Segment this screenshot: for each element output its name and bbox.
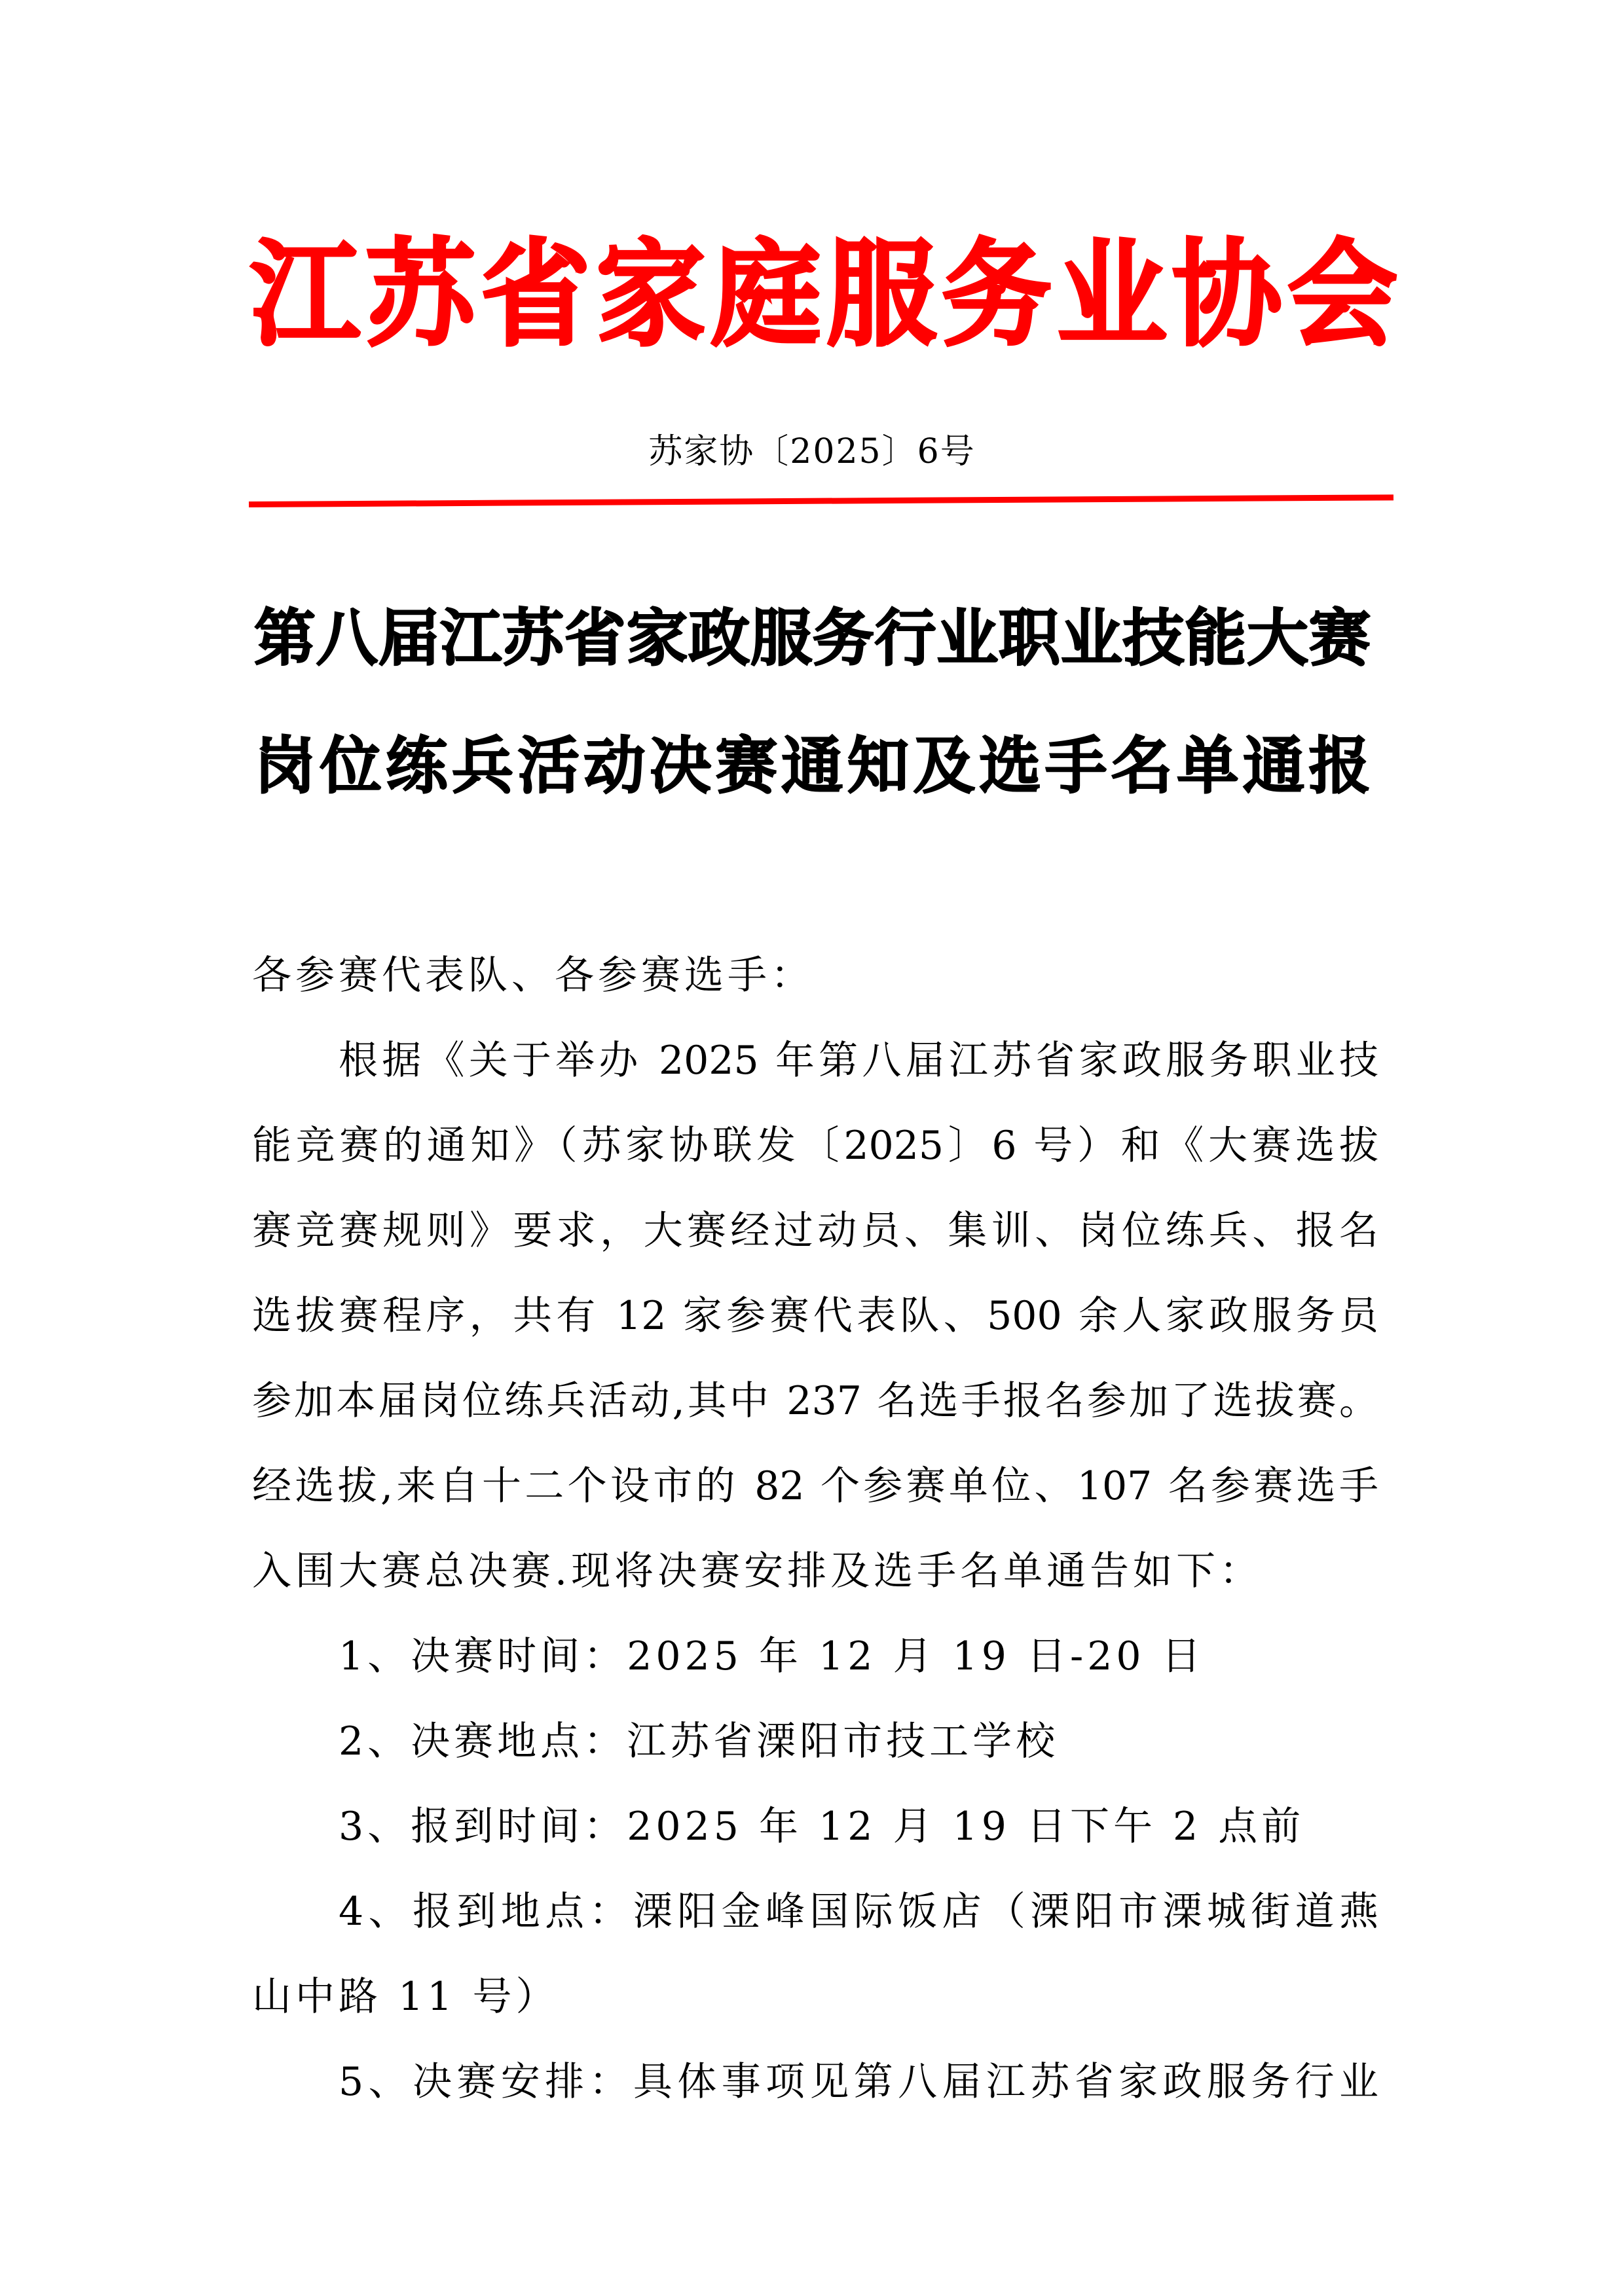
list-item-text	[339, 1784, 1378, 1869]
list-item-label: 5、决赛安排：	[339, 2059, 633, 2105]
letterhead-char: 江	[250, 227, 360, 362]
letterhead-char: 服	[826, 227, 936, 362]
list-item-checkin-time	[252, 1784, 1378, 1869]
title-char: 活	[517, 730, 580, 802]
list-item-text	[339, 1699, 1378, 1784]
title-char: 能	[1185, 602, 1247, 674]
list-item-checkin-venue	[252, 1869, 1378, 1954]
paragraph-line	[252, 1188, 1378, 1273]
title-char: 家	[626, 602, 688, 674]
title-char: 位	[320, 730, 382, 802]
list-item-value: 具体事项见第八届江苏省家政服务行业	[633, 2059, 1378, 2105]
title-char: 手	[1045, 730, 1107, 802]
title-char: 政	[688, 602, 750, 674]
list-item-label: 4、报到地点：	[339, 1889, 633, 1935]
list-item-continuation	[252, 1954, 1378, 2039]
letterhead-char: 务	[942, 227, 1052, 362]
title-char: 苏	[502, 602, 564, 674]
letterhead-char: 业	[1057, 227, 1167, 362]
list-item-final-venue	[252, 1699, 1378, 1784]
list-item-label: 1、决赛时间：	[339, 1633, 627, 1679]
paragraph-text: 选拔赛程序，共有 12 家参赛代表队、500 余人家政服务员	[252, 1293, 1378, 1339]
title-char: 服	[750, 602, 813, 674]
letterhead-char: 协	[1172, 227, 1282, 362]
title-char: 第	[254, 602, 316, 674]
title-char: 名	[1111, 730, 1173, 802]
document-body	[252, 933, 1378, 2124]
title-char: 技	[1122, 602, 1185, 674]
list-item-text	[339, 1614, 1378, 1699]
paragraph-line	[252, 1529, 1378, 1614]
salutation	[252, 933, 1378, 1018]
letterhead-char: 苏	[365, 227, 475, 362]
title-char: 及	[913, 730, 975, 802]
title-char: 省	[564, 602, 626, 674]
paragraph-text: 经选拔,来自十二个设市的 82 个参赛单位、107 名参赛选手	[252, 1463, 1378, 1509]
paragraph-line	[252, 1273, 1378, 1358]
title-char: 通	[781, 730, 843, 802]
title-char: 行	[874, 602, 936, 674]
salutation-text: 各参赛代表队、各参赛选手：	[252, 953, 814, 998]
title-char: 报	[1308, 730, 1371, 802]
title-char: 岗	[254, 730, 316, 802]
title-char: 业	[1060, 602, 1122, 674]
title-char: 届	[378, 602, 440, 674]
title-char: 江	[440, 602, 502, 674]
title-char: 通	[1243, 730, 1305, 802]
paragraph-text: 赛竞赛规则》要求，大赛经过动员、集训、岗位练兵、报名	[252, 1208, 1378, 1254]
paragraph-text: 根据《关于举办 2025 年第八届江苏省家政服务职业技	[339, 1038, 1378, 1084]
paragraph-text: 参加本届岗位练兵活动,其中 237 名选手报名参加了选拔赛。	[252, 1378, 1378, 1424]
list-item-label: 3、报到时间：	[339, 1804, 627, 1850]
document-title-line-1	[254, 599, 1371, 678]
title-char: 知	[847, 730, 910, 802]
red-divider-line	[249, 494, 1393, 507]
letterhead-char: 省	[481, 227, 591, 362]
title-char: 务	[812, 602, 874, 674]
title-char: 大	[1247, 602, 1309, 674]
paragraph-text: 能竞赛的通知》（苏家协联发〔2025〕6 号）和《大赛选拔	[252, 1123, 1378, 1169]
list-item-value: 2025 年 12 月 19 日下午 2 点前	[627, 1804, 1305, 1850]
list-item-final-arrangement	[252, 2039, 1378, 2124]
list-item-text	[339, 1869, 1378, 1954]
document-number: 苏家协〔2025〕6号	[648, 432, 976, 471]
list-item-continuation-text: 山中路 11 号）	[252, 1974, 559, 2020]
organization-letterhead	[248, 226, 1397, 363]
list-item-label: 2、决赛地点：	[339, 1719, 627, 1764]
paragraph-text: 入围大赛总决赛.现将决赛安排及选手名单通告如下：	[252, 1548, 1263, 1594]
document-title-line-2	[254, 727, 1371, 805]
title-char: 赛	[715, 730, 777, 802]
title-char: 决	[650, 730, 712, 802]
list-item-value: 2025 年 12 月 19 日-20 日	[627, 1633, 1205, 1679]
title-char: 八	[316, 602, 378, 674]
list-item-value: 溧阳金峰国际饭店（溧阳市溧城街道燕	[633, 1889, 1378, 1935]
letterhead-char: 会	[1287, 227, 1397, 362]
title-char: 职	[999, 602, 1061, 674]
title-char: 赛	[1308, 602, 1371, 674]
paragraph-line	[252, 1018, 1378, 1103]
title-char: 兵	[452, 730, 514, 802]
title-char: 选	[979, 730, 1041, 802]
paragraph-line	[252, 1358, 1378, 1444]
letterhead-char: 庭	[711, 227, 821, 362]
paragraph-line	[252, 1103, 1378, 1188]
list-item-text	[339, 2039, 1378, 2124]
title-char: 单	[1177, 730, 1239, 802]
paragraph-line	[252, 1444, 1378, 1529]
title-char: 练	[386, 730, 448, 802]
title-char: 动	[583, 730, 646, 802]
list-item-final-time	[252, 1614, 1378, 1699]
title-char: 业	[936, 602, 999, 674]
letterhead-char: 家	[596, 227, 706, 362]
list-item-value: 江苏省溧阳市技工学校	[627, 1719, 1060, 1764]
